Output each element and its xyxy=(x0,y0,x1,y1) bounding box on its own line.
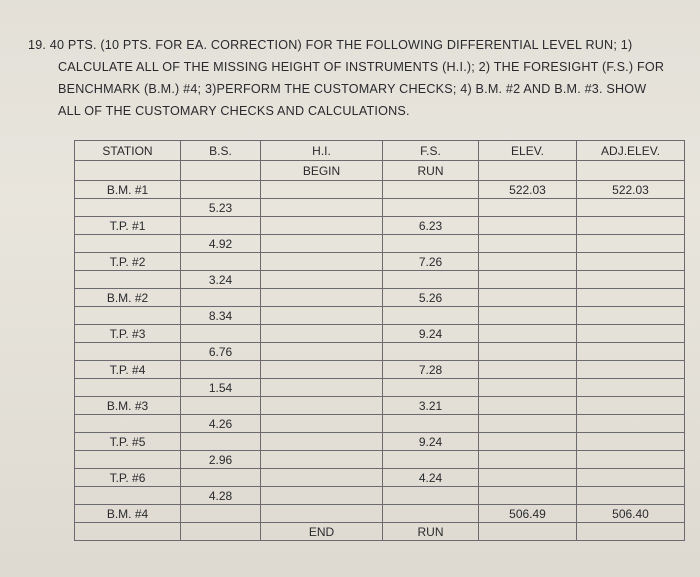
hi-cell xyxy=(261,307,383,325)
hi-cell xyxy=(261,379,383,397)
hi-cell xyxy=(261,397,383,415)
hi-cell xyxy=(261,181,383,199)
footer-blank-cell xyxy=(75,523,181,541)
fs-cell xyxy=(383,451,479,469)
table-row xyxy=(75,307,685,325)
hi-cell xyxy=(261,289,383,307)
adj-elev-cell xyxy=(577,307,685,325)
elev-cell xyxy=(479,325,577,343)
fs-cell xyxy=(383,307,479,325)
elev-cell xyxy=(479,271,577,289)
problem-line-4: ALL OF THE CUSTOMARY CHECKS AND CALCULATIONS. xyxy=(58,104,410,118)
station-cell xyxy=(75,235,181,253)
header-station: STATION xyxy=(75,141,181,161)
elev-cell xyxy=(479,289,577,307)
elev-cell xyxy=(479,307,577,325)
bs-cell xyxy=(181,397,261,415)
bs-cell xyxy=(181,181,261,199)
fs-cell xyxy=(383,487,479,505)
footer-row xyxy=(75,523,685,541)
header-hi-begin: BEGIN xyxy=(261,161,383,181)
footer-fs-cell: RUN xyxy=(383,523,479,541)
bs-cell: 3.24 xyxy=(181,271,261,289)
adj-elev-cell xyxy=(577,469,685,487)
adj-elev-cell xyxy=(577,451,685,469)
bs-cell xyxy=(181,217,261,235)
footer-blank-cell xyxy=(577,523,685,541)
hi-cell xyxy=(261,253,383,271)
problem-line-2: CALCULATE ALL OF THE MISSING HEIGHT OF INSTRUMENTS (H.I.); 2) THE FORESIGHT (F.S.) FOR xyxy=(58,60,665,74)
adj-elev-cell xyxy=(577,235,685,253)
hi-cell xyxy=(261,433,383,451)
table-row xyxy=(75,343,685,361)
bs-cell xyxy=(181,325,261,343)
station-cell: T.P. #2 xyxy=(75,253,181,271)
header-fs: F.S. xyxy=(383,141,479,161)
station-cell: B.M. #1 xyxy=(75,181,181,199)
elev-cell xyxy=(479,451,577,469)
station-cell xyxy=(75,415,181,433)
header-adj-elev: ADJ.ELEV. xyxy=(577,141,685,161)
station-cell: B.M. #4 xyxy=(75,505,181,523)
elev-cell: 522.03 xyxy=(479,181,577,199)
header-bs-blank xyxy=(181,161,261,181)
fs-cell xyxy=(383,505,479,523)
header-row-1 xyxy=(75,141,685,161)
table-row xyxy=(75,451,685,469)
hi-cell xyxy=(261,217,383,235)
fs-cell xyxy=(383,415,479,433)
elev-cell xyxy=(479,343,577,361)
elev-cell xyxy=(479,361,577,379)
problem-line-3: BENCHMARK (B.M.) #4; 3)PERFORM THE CUSTOMARY CHECKS; 4) B.M. #2 AND B.M. #3. SHOW xyxy=(58,82,647,96)
hi-cell xyxy=(261,469,383,487)
hi-cell xyxy=(261,451,383,469)
table-row xyxy=(75,379,685,397)
table-row xyxy=(75,271,685,289)
elev-cell xyxy=(479,253,577,271)
adj-elev-cell xyxy=(577,199,685,217)
hi-cell xyxy=(261,505,383,523)
station-cell: T.P. #4 xyxy=(75,361,181,379)
adj-elev-cell xyxy=(577,217,685,235)
adj-elev-cell xyxy=(577,433,685,451)
station-cell xyxy=(75,271,181,289)
fs-cell: 9.24 xyxy=(383,433,479,451)
header-adj-blank xyxy=(577,161,685,181)
station-cell xyxy=(75,451,181,469)
adj-elev-cell xyxy=(577,343,685,361)
fs-cell: 3.21 xyxy=(383,397,479,415)
station-cell: T.P. #3 xyxy=(75,325,181,343)
table-row xyxy=(75,181,685,199)
station-cell xyxy=(75,307,181,325)
table-row xyxy=(75,361,685,379)
bs-cell xyxy=(181,289,261,307)
fs-cell xyxy=(383,379,479,397)
elev-cell xyxy=(479,433,577,451)
bs-cell xyxy=(181,433,261,451)
bs-cell xyxy=(181,505,261,523)
bs-cell: 1.54 xyxy=(181,379,261,397)
bs-cell: 8.34 xyxy=(181,307,261,325)
hi-cell xyxy=(261,343,383,361)
table-row xyxy=(75,325,685,343)
table-row xyxy=(75,289,685,307)
adj-elev-cell xyxy=(577,289,685,307)
hi-cell xyxy=(261,361,383,379)
elev-cell: 506.49 xyxy=(479,505,577,523)
table-row xyxy=(75,217,685,235)
hi-cell xyxy=(261,271,383,289)
hi-cell xyxy=(261,487,383,505)
fs-cell: 9.24 xyxy=(383,325,479,343)
adj-elev-cell xyxy=(577,397,685,415)
bs-cell xyxy=(181,253,261,271)
footer-blank-cell xyxy=(181,523,261,541)
station-cell: T.P. #1 xyxy=(75,217,181,235)
bs-cell: 4.28 xyxy=(181,487,261,505)
header-bs: B.S. xyxy=(181,141,261,161)
problem-statement xyxy=(28,34,688,122)
fs-cell: 5.26 xyxy=(383,289,479,307)
table-row xyxy=(75,235,685,253)
station-cell: T.P. #6 xyxy=(75,469,181,487)
adj-elev-cell xyxy=(577,379,685,397)
footer-blank-cell xyxy=(479,523,577,541)
adj-elev-cell xyxy=(577,271,685,289)
elev-cell xyxy=(479,199,577,217)
station-cell xyxy=(75,199,181,217)
station-cell: T.P. #5 xyxy=(75,433,181,451)
adj-elev-cell xyxy=(577,415,685,433)
station-cell xyxy=(75,487,181,505)
bs-cell: 6.76 xyxy=(181,343,261,361)
table-row xyxy=(75,433,685,451)
elev-cell xyxy=(479,217,577,235)
fs-cell xyxy=(383,343,479,361)
fs-cell: 4.24 xyxy=(383,469,479,487)
bs-cell: 4.92 xyxy=(181,235,261,253)
header-fs-run: RUN xyxy=(383,161,479,181)
fs-cell xyxy=(383,181,479,199)
elev-cell xyxy=(479,469,577,487)
adj-elev-cell xyxy=(577,253,685,271)
table-row xyxy=(75,253,685,271)
header-elev-blank xyxy=(479,161,577,181)
problem-line-1: 19. 40 PTS. (10 PTS. FOR EA. CORRECTION) FOR THE FOLLOWING DIFFERENTIAL LEVEL RUN; 1) xyxy=(28,38,633,52)
adj-elev-cell xyxy=(577,487,685,505)
table-row xyxy=(75,397,685,415)
hi-cell xyxy=(261,415,383,433)
elev-cell xyxy=(479,415,577,433)
hi-cell xyxy=(261,325,383,343)
footer-hi-cell: END xyxy=(261,523,383,541)
bs-cell xyxy=(181,361,261,379)
table-row xyxy=(75,469,685,487)
station-cell: B.M. #2 xyxy=(75,289,181,307)
elev-cell xyxy=(479,487,577,505)
bs-cell: 4.26 xyxy=(181,415,261,433)
header-station-blank xyxy=(75,161,181,181)
table-row xyxy=(75,487,685,505)
bs-cell: 5.23 xyxy=(181,199,261,217)
adj-elev-cell xyxy=(577,361,685,379)
adj-elev-cell: 506.40 xyxy=(577,505,685,523)
fs-cell xyxy=(383,235,479,253)
elev-cell xyxy=(479,235,577,253)
fs-cell xyxy=(383,271,479,289)
bs-cell xyxy=(181,469,261,487)
level-run-table xyxy=(74,140,685,541)
fs-cell: 7.26 xyxy=(383,253,479,271)
table-row xyxy=(75,199,685,217)
adj-elev-cell: 522.03 xyxy=(577,181,685,199)
fs-cell: 7.28 xyxy=(383,361,479,379)
header-elev: ELEV. xyxy=(479,141,577,161)
hi-cell xyxy=(261,199,383,217)
table-row xyxy=(75,505,685,523)
table-row xyxy=(75,415,685,433)
station-cell xyxy=(75,379,181,397)
adj-elev-cell xyxy=(577,325,685,343)
header-row-2 xyxy=(75,161,685,181)
station-cell: B.M. #3 xyxy=(75,397,181,415)
elev-cell xyxy=(479,397,577,415)
fs-cell: 6.23 xyxy=(383,217,479,235)
elev-cell xyxy=(479,379,577,397)
fs-cell xyxy=(383,199,479,217)
header-hi: H.I. xyxy=(261,141,383,161)
station-cell xyxy=(75,343,181,361)
bs-cell: 2.96 xyxy=(181,451,261,469)
hi-cell xyxy=(261,235,383,253)
